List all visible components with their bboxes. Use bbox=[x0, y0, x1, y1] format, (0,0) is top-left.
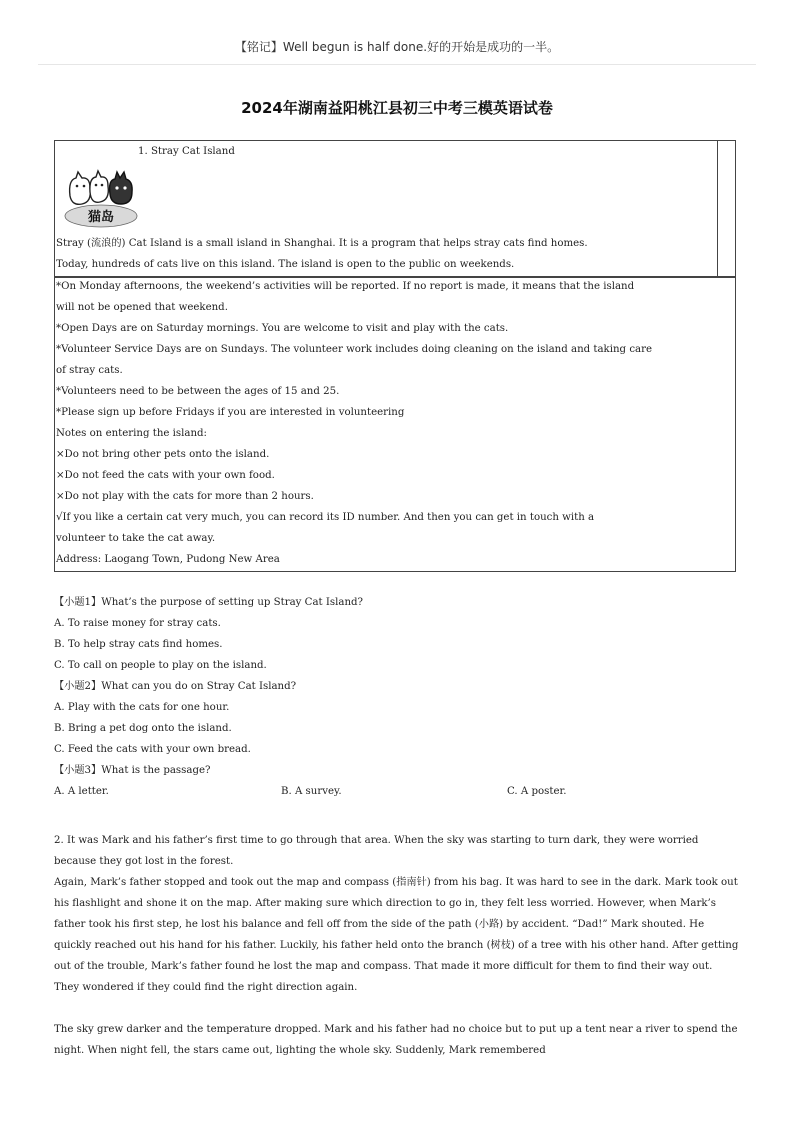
passage1-header-cell bbox=[54, 140, 736, 277]
note-line: ×Do not bring other pets onto the island. bbox=[56, 449, 270, 460]
rule-line: *Open Days are on Saturday mornings. You are welcome to visit and play with the cats. bbox=[56, 323, 509, 334]
question-1-option-a: A. To raise money for stray cats. bbox=[54, 618, 221, 629]
question-3-option-a: A. A letter. bbox=[54, 786, 109, 797]
rule-line: of stray cats. bbox=[56, 365, 123, 376]
rule-line: *Volunteer Service Days are on Sundays. The volunteer work includes doing cleaning on the island and taking care bbox=[56, 344, 652, 355]
rule-line: will not be opened that weekend. bbox=[56, 302, 228, 313]
question-2-stem: 【小题2】What can you do on Stray Cat Island? bbox=[54, 681, 297, 692]
header-divider bbox=[38, 64, 756, 65]
question-2-option-b: B. Bring a pet dog onto the island. bbox=[54, 723, 232, 734]
note-line: ×Do not play with the cats for more than 2 hours. bbox=[56, 491, 314, 502]
question-1-option-c: C. To call on people to play on the island. bbox=[54, 660, 267, 671]
note-line: ×Do not feed the cats with your own food. bbox=[56, 470, 275, 481]
logo-text: 猫岛 bbox=[87, 210, 115, 225]
note-line: √If you like a certain cat very much, you can record its ID number. And then you can get in touch with a bbox=[56, 512, 595, 523]
note-line: volunteer to take the cat away. bbox=[56, 533, 216, 544]
table-inner-border bbox=[717, 141, 718, 276]
passage2-paragraph-2: Again, Mark’s father stopped and took out the map and compass (指南针) from his bag. It was hard to see in the dark. Mark took out his flashlight and shone it on the map. After making sure which direction to go in, they felt less worried. However, when Mark’s father took his first step, he lost his balance and fell off from the side of the path (小路) by accident. “Dad!” Mark shouted. He quickly reached out his hand for his father. Luckily, his father held onto the branch (树枝) of a tree with his other hand. After getting out of the trouble, Mark’s father found he lost the map and compass. That made it more difficult for them to find their way out. They wondered if they could find the right direction again. bbox=[54, 877, 739, 993]
passage1-heading: 1. Stray Cat Island bbox=[138, 146, 235, 157]
rule-line: *Please sign up before Fridays if you are interested in volunteering bbox=[56, 407, 405, 418]
passage1-intro-line-1: Stray (流浪的) Cat Island is a small island in Shanghai. It is a program that helps stray cats find homes. bbox=[56, 238, 588, 249]
notes-heading: Notes on entering the island: bbox=[56, 428, 207, 439]
exam-title: 2024年湖南益阳桃江县初三中考三模英语试卷 bbox=[241, 99, 553, 117]
question-2-option-c: C. Feed the cats with your own bread. bbox=[54, 744, 251, 755]
question-1-option-b: B. To help stray cats find homes. bbox=[54, 639, 223, 650]
question-2-option-a: A. Play with the cats for one hour. bbox=[54, 702, 230, 713]
rule-line: *On Monday afternoons, the weekend’s activities will be reported. If no report is made, it means that the island bbox=[56, 281, 635, 292]
passage1-intro-line-2: Today, hundreds of cats live on this island. The island is open to the public on weekends. bbox=[56, 259, 515, 270]
passage1-rules-cell bbox=[54, 277, 736, 572]
question-3-stem: 【小题3】What is the passage? bbox=[54, 765, 211, 776]
question-1-stem: 【小题1】What’s the purpose of setting up Stray Cat Island? bbox=[54, 597, 363, 608]
rule-line: *Volunteers need to be between the ages of 15 and 25. bbox=[56, 386, 340, 397]
cat-island-logo-icon bbox=[62, 166, 140, 230]
passage2-paragraph-1: 2. It was Mark and his father’s first time to go through that area. When the sky was starting to turn dark, they were worried because they got lost in the forest. bbox=[54, 835, 699, 867]
page-motto: 【铭记】Well begun is half done.好的开始是成功的一半。 bbox=[234, 40, 560, 54]
address-line: Address: Laogang Town, Pudong New Area bbox=[56, 554, 280, 565]
question-3-option-c: C. A poster. bbox=[507, 786, 567, 797]
passage2-paragraph-3: The sky grew darker and the temperature dropped. Mark and his father had no choice but to put up a tent near a river to spend the night. When night fell, the stars came out, lighting the whole sky. Suddenly, Mark remembered bbox=[54, 1024, 738, 1056]
question-3-option-b: B. A survey. bbox=[281, 786, 342, 797]
